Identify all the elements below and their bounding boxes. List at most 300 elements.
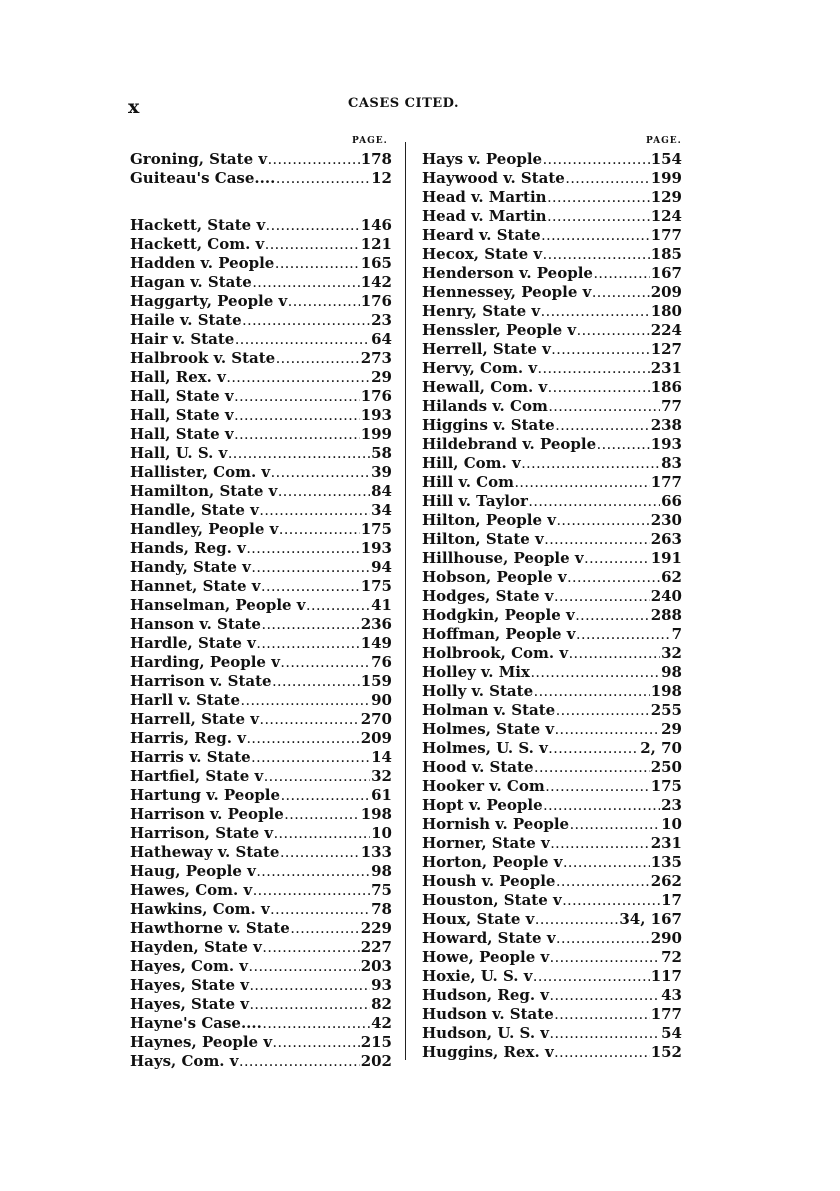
dot-leader bbox=[594, 264, 650, 283]
entry-page-number: 177 bbox=[650, 473, 682, 491]
entry-page-number: 178 bbox=[360, 150, 392, 168]
entry-page-number: 39 bbox=[371, 463, 392, 481]
dot-leader bbox=[291, 919, 360, 938]
dot-leader bbox=[535, 910, 618, 929]
index-entry bbox=[130, 330, 392, 349]
left-column bbox=[130, 150, 392, 1071]
index-entry bbox=[130, 406, 392, 425]
entry-page-number: 124 bbox=[650, 207, 682, 225]
entry-page-number: 135 bbox=[650, 853, 682, 871]
index-entry bbox=[422, 948, 682, 967]
entry-case-name: Henderson v. People bbox=[422, 264, 593, 282]
entry-case-name: Hayden, State v bbox=[130, 938, 262, 956]
entry-page-number: 176 bbox=[360, 387, 392, 405]
index-entry bbox=[130, 273, 392, 292]
entry-case-name: Handy, State v bbox=[130, 558, 251, 576]
entry-page-number: 231 bbox=[650, 834, 682, 852]
dot-leader bbox=[253, 881, 370, 900]
dot-leader bbox=[548, 188, 650, 207]
index-entry bbox=[422, 359, 682, 378]
index-entry bbox=[130, 862, 392, 881]
entry-page-number: 199 bbox=[360, 425, 392, 443]
dot-leader bbox=[570, 815, 660, 834]
index-entry bbox=[422, 777, 682, 796]
entry-case-name: Hadden v. People bbox=[130, 254, 275, 272]
entry-page-number: 32 bbox=[371, 767, 392, 785]
entry-case-name: Housh v. People bbox=[422, 872, 556, 890]
dot-leader bbox=[235, 387, 360, 406]
index-entry bbox=[130, 444, 392, 463]
dot-leader bbox=[276, 169, 370, 188]
entry-page-number: 180 bbox=[650, 302, 682, 320]
dot-leader bbox=[249, 957, 360, 976]
entry-page-number: 236 bbox=[360, 615, 392, 633]
entry-page-number: 42 bbox=[371, 1014, 392, 1032]
entry-page-number: 121 bbox=[360, 235, 392, 253]
dot-leader bbox=[250, 995, 370, 1014]
dot-leader bbox=[243, 311, 370, 330]
entry-case-name: Holly v. State bbox=[422, 682, 534, 700]
index-entry bbox=[422, 796, 682, 815]
entry-case-name: Hayes, State v bbox=[130, 976, 249, 994]
entry-case-name: Hatheway v. State bbox=[130, 843, 280, 861]
index-entry bbox=[130, 577, 392, 596]
index-entry bbox=[422, 625, 682, 644]
dot-leader bbox=[592, 283, 649, 302]
entry-case-name: Hardle, State v bbox=[130, 634, 256, 652]
entry-case-name: Hooker v. Com bbox=[422, 777, 545, 795]
dot-leader bbox=[577, 321, 650, 340]
index-entry bbox=[422, 720, 682, 739]
index-entry bbox=[130, 596, 392, 615]
index-entry bbox=[130, 995, 392, 1014]
column-divider bbox=[405, 142, 406, 1060]
dot-leader bbox=[544, 796, 661, 815]
index-entry bbox=[422, 473, 682, 492]
entry-page-number: 186 bbox=[650, 378, 682, 396]
dot-leader bbox=[262, 577, 360, 596]
entry-case-name: Hudson, Reg. v bbox=[422, 986, 550, 1004]
entry-case-name: Hayne's Case.... bbox=[130, 1014, 262, 1032]
entry-page-number: 198 bbox=[360, 805, 392, 823]
dot-leader bbox=[227, 368, 370, 387]
entry-case-name: Guiteau's Case.... bbox=[130, 169, 276, 187]
index-entry bbox=[130, 482, 392, 501]
index-entry bbox=[422, 568, 682, 587]
entry-case-name: Haywood v. State bbox=[422, 169, 565, 187]
index-entry bbox=[130, 235, 392, 254]
dot-leader bbox=[538, 359, 650, 378]
entry-page-number: 54 bbox=[661, 1024, 682, 1042]
dot-leader bbox=[515, 473, 650, 492]
index-entry bbox=[130, 634, 392, 653]
index-entry bbox=[422, 302, 682, 321]
entry-case-name: Harrell, State v bbox=[130, 710, 259, 728]
index-entry bbox=[130, 368, 392, 387]
entry-case-name: Hands, Reg. v bbox=[130, 539, 246, 557]
entry-page-number: 193 bbox=[360, 406, 392, 424]
dot-leader bbox=[252, 558, 370, 577]
entry-page-number: 238 bbox=[650, 416, 682, 434]
index-entry bbox=[422, 454, 682, 473]
dot-leader bbox=[276, 349, 359, 368]
entry-page-number: 167 bbox=[650, 264, 682, 282]
entry-page-number: 263 bbox=[650, 530, 682, 548]
entry-case-name: Hodges, State v bbox=[422, 587, 554, 605]
entry-page-number: 43 bbox=[661, 986, 682, 1004]
index-entry bbox=[422, 530, 682, 549]
entry-page-number: 93 bbox=[371, 976, 392, 994]
dot-leader bbox=[556, 416, 650, 435]
entry-page-number: 41 bbox=[371, 596, 392, 614]
dot-leader bbox=[263, 1014, 370, 1033]
entry-case-name: Hennessey, People v bbox=[422, 283, 592, 301]
dot-leader bbox=[239, 1052, 359, 1071]
entry-page-number: 231 bbox=[650, 359, 682, 377]
index-entry bbox=[130, 767, 392, 786]
dot-leader bbox=[542, 226, 650, 245]
entry-case-name: Henry, State v bbox=[422, 302, 541, 320]
index-entry bbox=[422, 169, 682, 188]
entry-page-number: 202 bbox=[360, 1052, 392, 1070]
entry-case-name: Hobson, People v bbox=[422, 568, 567, 586]
entry-case-name: Hopt v. People bbox=[422, 796, 543, 814]
entry-case-name: Houston, State v bbox=[422, 891, 562, 909]
entry-page-number: 64 bbox=[371, 330, 392, 348]
index-entry bbox=[422, 986, 682, 1005]
index-entry bbox=[422, 853, 682, 872]
index-entry bbox=[422, 321, 682, 340]
entry-page-number: 229 bbox=[360, 919, 392, 937]
left-column-header: PAGE. bbox=[352, 136, 388, 146]
entry-page-number: 209 bbox=[360, 729, 392, 747]
index-entry bbox=[130, 691, 392, 710]
entry-page-number: 273 bbox=[360, 349, 392, 367]
entry-case-name: Henssler, People v bbox=[422, 321, 577, 339]
dot-leader bbox=[235, 425, 360, 444]
entry-case-name: Hall, Rex. v bbox=[130, 368, 226, 386]
entry-page-number: 127 bbox=[650, 340, 682, 358]
dot-leader bbox=[554, 587, 649, 606]
entry-case-name: Hagan v. State bbox=[130, 273, 252, 291]
index-entry bbox=[130, 292, 392, 311]
dot-leader bbox=[228, 444, 370, 463]
entry-page-number: 84 bbox=[371, 482, 392, 500]
entry-case-name: Harll v. State bbox=[130, 691, 241, 709]
dot-leader bbox=[563, 853, 649, 872]
index-entry bbox=[130, 1033, 392, 1052]
entry-page-number: 175 bbox=[360, 520, 392, 538]
entry-case-name: Hilton, State v bbox=[422, 530, 544, 548]
dot-leader bbox=[551, 834, 650, 853]
index-entry bbox=[422, 1043, 682, 1062]
entry-page-number: 82 bbox=[371, 995, 392, 1013]
entry-page-number: 175 bbox=[360, 577, 392, 595]
entry-case-name: Hall, U. S. v bbox=[130, 444, 228, 462]
entry-case-name: Hawes, Com. v bbox=[130, 881, 253, 899]
entry-page-number: 290 bbox=[650, 929, 682, 947]
dot-leader bbox=[252, 748, 370, 767]
entry-page-number: 224 bbox=[650, 321, 682, 339]
dot-leader bbox=[250, 976, 370, 995]
dot-leader bbox=[285, 805, 360, 824]
dot-leader bbox=[247, 729, 360, 748]
entry-page-number: 75 bbox=[371, 881, 392, 899]
entry-page-number: 262 bbox=[650, 872, 682, 890]
entry-page-number: 176 bbox=[360, 292, 392, 310]
entry-case-name: Hair v. State bbox=[130, 330, 235, 348]
page-number: x bbox=[128, 96, 140, 118]
entry-page-number: 288 bbox=[650, 606, 682, 624]
entry-case-name: Hall, State v bbox=[130, 425, 234, 443]
entry-page-number: 142 bbox=[360, 273, 392, 291]
index-entry bbox=[130, 387, 392, 406]
dot-leader bbox=[550, 986, 660, 1005]
entry-page-number: 12 bbox=[371, 169, 392, 187]
entry-page-number: 129 bbox=[650, 188, 682, 206]
dot-leader bbox=[556, 872, 649, 891]
index-spacer bbox=[130, 188, 392, 216]
dot-leader bbox=[543, 150, 650, 169]
dot-leader bbox=[235, 330, 370, 349]
right-column bbox=[422, 150, 682, 1062]
index-entry bbox=[130, 976, 392, 995]
dot-leader bbox=[566, 169, 650, 188]
entry-case-name: Houx, State v bbox=[422, 910, 535, 928]
index-entry bbox=[422, 929, 682, 948]
dot-leader bbox=[288, 292, 359, 311]
index-entry bbox=[130, 558, 392, 577]
dot-leader bbox=[563, 891, 660, 910]
index-entry bbox=[130, 881, 392, 900]
dot-leader bbox=[279, 520, 359, 539]
index-entry bbox=[422, 397, 682, 416]
index-entry bbox=[130, 615, 392, 634]
dot-leader bbox=[281, 786, 370, 805]
dot-leader bbox=[557, 511, 650, 530]
entry-page-number: 159 bbox=[360, 672, 392, 690]
index-entry bbox=[422, 815, 682, 834]
entry-case-name: Hilton, People v bbox=[422, 511, 556, 529]
index-entry bbox=[130, 501, 392, 520]
entry-case-name: Hoffman, People v bbox=[422, 625, 576, 643]
index-entry bbox=[422, 378, 682, 397]
entry-case-name: Horner, State v bbox=[422, 834, 550, 852]
entry-case-name: Hill, Com. v bbox=[422, 454, 521, 472]
entry-page-number: 227 bbox=[360, 938, 392, 956]
entry-page-number: 62 bbox=[661, 568, 682, 586]
entry-page-number: 77 bbox=[661, 397, 682, 415]
entry-case-name: Hodgkin, People v bbox=[422, 606, 575, 624]
dot-leader bbox=[576, 606, 650, 625]
index-entry bbox=[422, 511, 682, 530]
entry-page-number: 58 bbox=[371, 444, 392, 462]
dot-leader bbox=[550, 948, 660, 967]
entry-case-name: Herrell, State v bbox=[422, 340, 551, 358]
entry-case-name: Hartung v. People bbox=[130, 786, 281, 804]
index-entry bbox=[422, 264, 682, 283]
entry-case-name: Holley v. Mix bbox=[422, 663, 530, 681]
dot-leader bbox=[260, 710, 360, 729]
dot-leader bbox=[278, 482, 370, 501]
dot-leader bbox=[543, 245, 650, 264]
entry-case-name: Haggarty, People v bbox=[130, 292, 288, 310]
entry-case-name: Hildebrand v. People bbox=[422, 435, 597, 453]
entry-page-number: 230 bbox=[650, 511, 682, 529]
index-entry bbox=[422, 1005, 682, 1024]
entry-case-name: Horton, People v bbox=[422, 853, 563, 871]
entry-page-number: 203 bbox=[360, 957, 392, 975]
index-entry bbox=[130, 957, 392, 976]
entry-case-name: Hanson v. State bbox=[130, 615, 261, 633]
dot-leader bbox=[273, 1033, 360, 1052]
index-entry bbox=[130, 1014, 392, 1033]
entry-case-name: Haug, People v bbox=[130, 862, 256, 880]
entry-case-name: Hoxie, U. S. v bbox=[422, 967, 533, 985]
entry-page-number: 34, 167 bbox=[619, 910, 682, 928]
index-entry bbox=[130, 786, 392, 805]
index-entry bbox=[422, 682, 682, 701]
entry-page-number: 199 bbox=[650, 169, 682, 187]
index-entry bbox=[422, 1024, 682, 1043]
index-entry bbox=[422, 283, 682, 302]
index-entry bbox=[130, 463, 392, 482]
index-entry bbox=[422, 245, 682, 264]
entry-case-name: Hudson v. State bbox=[422, 1005, 554, 1023]
dot-leader bbox=[550, 1024, 660, 1043]
index-entry bbox=[130, 919, 392, 938]
dot-leader bbox=[555, 720, 660, 739]
index-entry bbox=[422, 549, 682, 568]
dot-leader bbox=[235, 406, 360, 425]
entry-case-name: Heard v. State bbox=[422, 226, 541, 244]
index-entry bbox=[130, 900, 392, 919]
index-entry bbox=[130, 520, 392, 539]
dot-leader bbox=[549, 397, 660, 416]
entry-page-number: 154 bbox=[650, 150, 682, 168]
entry-page-number: 23 bbox=[661, 796, 682, 814]
entry-case-name: Hawkins, Com. v bbox=[130, 900, 270, 918]
index-entry bbox=[130, 748, 392, 767]
entry-page-number: 29 bbox=[661, 720, 682, 738]
dot-leader bbox=[265, 235, 359, 254]
dot-leader bbox=[241, 691, 370, 710]
entry-case-name: Harris v. State bbox=[130, 748, 251, 766]
entry-page-number: 78 bbox=[371, 900, 392, 918]
entry-case-name: Hartfiel, State v bbox=[130, 767, 264, 785]
entry-page-number: 193 bbox=[650, 435, 682, 453]
entry-page-number: 165 bbox=[360, 254, 392, 272]
entry-case-name: Halbrook v. State bbox=[130, 349, 276, 367]
entry-page-number: 240 bbox=[650, 587, 682, 605]
index-entry bbox=[422, 758, 682, 777]
dot-leader bbox=[260, 501, 370, 520]
entry-case-name: Holbrook, Com. v bbox=[422, 644, 569, 662]
entry-case-name: Hackett, Com. v bbox=[130, 235, 265, 253]
entry-page-number: 2, 70 bbox=[640, 739, 682, 757]
entry-case-name: Huggins, Rex. v bbox=[422, 1043, 554, 1061]
entry-case-name: Holmes, U. S. v bbox=[422, 739, 548, 757]
index-entry bbox=[130, 729, 392, 748]
entry-case-name: Hill v. Com bbox=[422, 473, 514, 491]
entry-case-name: Haynes, People v bbox=[130, 1033, 273, 1051]
dot-leader bbox=[274, 824, 370, 843]
entry-page-number: 250 bbox=[650, 758, 682, 776]
dot-leader bbox=[555, 1005, 650, 1024]
index-entry bbox=[130, 150, 392, 169]
entry-page-number: 98 bbox=[661, 663, 682, 681]
dot-leader bbox=[556, 701, 649, 720]
entry-page-number: 29 bbox=[371, 368, 392, 386]
entry-case-name: Handle, State v bbox=[130, 501, 259, 519]
entry-case-name: Hornish v. People bbox=[422, 815, 570, 833]
dot-leader bbox=[266, 216, 360, 235]
entry-case-name: Hanselman, People v bbox=[130, 596, 306, 614]
entry-case-name: Handley, People v bbox=[130, 520, 279, 538]
index-entry bbox=[130, 710, 392, 729]
entry-page-number: 32 bbox=[661, 644, 682, 662]
index-entry bbox=[422, 872, 682, 891]
entry-case-name: Haile v. State bbox=[130, 311, 242, 329]
entry-page-number: 133 bbox=[360, 843, 392, 861]
entry-page-number: 209 bbox=[650, 283, 682, 301]
index-entry bbox=[422, 340, 682, 359]
index-entry bbox=[422, 644, 682, 663]
entry-page-number: 90 bbox=[371, 691, 392, 709]
index-entry bbox=[130, 672, 392, 691]
entry-page-number: 146 bbox=[360, 216, 392, 234]
dot-leader bbox=[257, 862, 370, 881]
entry-page-number: 34 bbox=[371, 501, 392, 519]
index-entry bbox=[422, 910, 682, 929]
dot-leader bbox=[569, 644, 660, 663]
dot-leader bbox=[545, 530, 650, 549]
entry-case-name: Groning, State v bbox=[130, 150, 268, 168]
entry-case-name: Howe, People v bbox=[422, 948, 550, 966]
entry-page-number: 10 bbox=[371, 824, 392, 842]
entry-page-number: 66 bbox=[661, 492, 682, 510]
dot-leader bbox=[275, 254, 359, 273]
entry-case-name: Hamilton, State v bbox=[130, 482, 278, 500]
dot-leader bbox=[522, 454, 660, 473]
entry-case-name: Hudson, U. S. v bbox=[422, 1024, 549, 1042]
entry-page-number: 14 bbox=[371, 748, 392, 766]
entry-page-number: 177 bbox=[650, 1005, 682, 1023]
entry-page-number: 149 bbox=[360, 634, 392, 652]
entry-case-name: Hall, State v bbox=[130, 387, 234, 405]
index-entry bbox=[422, 587, 682, 606]
entry-page-number: 191 bbox=[650, 549, 682, 567]
index-entry bbox=[130, 254, 392, 273]
entry-page-number: 152 bbox=[650, 1043, 682, 1061]
index-entry bbox=[130, 938, 392, 957]
entry-page-number: 215 bbox=[360, 1033, 392, 1051]
dot-leader bbox=[531, 663, 660, 682]
entry-case-name: Harris, Reg. v bbox=[130, 729, 246, 747]
entry-case-name: Harrison v. People bbox=[130, 805, 284, 823]
entry-case-name: Hayes, State v bbox=[130, 995, 249, 1013]
dot-leader bbox=[555, 1043, 650, 1062]
entry-case-name: Hackett, State v bbox=[130, 216, 266, 234]
index-entry bbox=[422, 207, 682, 226]
index-entry bbox=[422, 150, 682, 169]
dot-leader bbox=[264, 767, 370, 786]
dot-leader bbox=[541, 302, 650, 321]
entry-case-name: Harrison v. State bbox=[130, 672, 272, 690]
dot-leader bbox=[534, 682, 650, 701]
dot-leader bbox=[546, 777, 650, 796]
index-entry bbox=[130, 843, 392, 862]
